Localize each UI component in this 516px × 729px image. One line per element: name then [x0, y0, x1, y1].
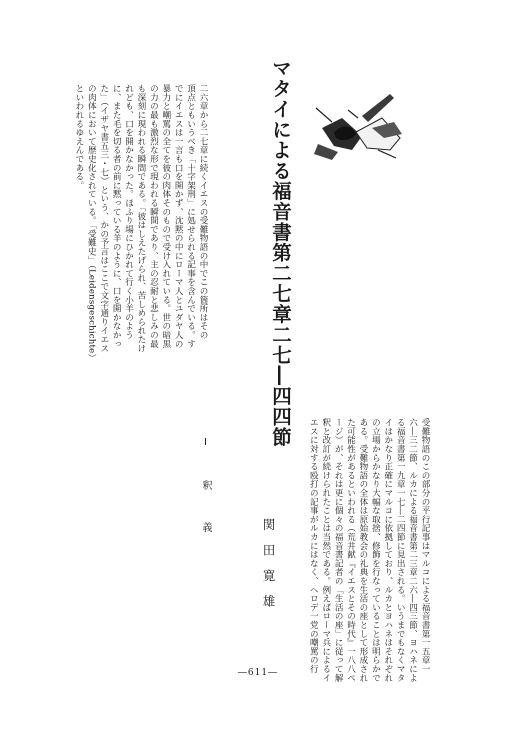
- illustration-arm: [362, 94, 394, 122]
- intro-line: れども、口を開かなかった。ほふり場にひかれて行く小羊のよう: [123, 84, 134, 340]
- body-line: イはかなり正確にマルコに依拠しており、ルカとヨハネはそれぞれ: [382, 418, 393, 682]
- article-title: マタイによる福音書第二七章二七―四四節: [269, 58, 292, 448]
- body-line: ージ）が、それは更に個々の福音書記者の「生活の座」に従って解: [333, 418, 344, 682]
- body-line: る福音書第一九章一七―二四節に見出される。いうまでもなくマタ: [395, 418, 406, 682]
- author-name: 関田寛雄: [261, 518, 276, 620]
- intro-line: に、また毛を切る者の前に黙っている羊のように、口を開かなかっ: [111, 84, 122, 348]
- intro-line: も深刻に現われる瞬間である。「彼はしえたげられ、苦しめられたけ: [135, 84, 146, 353]
- intro-line: 二六章から二七章に続くイエスの受難物語の中でこの箇所はその: [198, 84, 208, 340]
- body-line: 受難物語のこの部分の平行記事はマルコによる福音書第一五章一: [420, 418, 430, 674]
- page-number: ―611―: [237, 668, 279, 678]
- illustration-leg: [314, 144, 338, 160]
- section-heading: Ⅰ 釈 義: [200, 437, 211, 543]
- body-line: 六―三二節、ルカによる福音書第二三章二六―四三節、ヨハネによ: [407, 418, 418, 682]
- intro-line: の力の最も激烈な形で現われる瞬間であり、主の忍耐と悲しみの最: [148, 84, 159, 348]
- intro-line: 頂点ともいうべき「十字架刑」に処せられる記事を含んでいる。す: [185, 84, 196, 348]
- illustration-figure: [312, 88, 407, 163]
- body-line: の立場からかなり大幅な取捨、修飾を行なっていることは明らかで: [370, 418, 381, 682]
- body-line: 釈と改訂が続けられたことは当然である。例えばローマ兵によるイ: [320, 418, 331, 682]
- body-line: エスに対する殴打の記事がルカにはなく、ヘロデ一党の嘲罵の行: [308, 418, 319, 674]
- intro-line: 暴力と嘲罵の全てを彼の肉体そのもので受け入れている。世の暗黒: [160, 84, 171, 348]
- body-line: た可能性があるといわれる（荒井献『イエスとその時代』一八八ペ: [345, 418, 356, 682]
- intro-line: の肉体において歴史化されている。「受難史」（Leidensgeschichte）: [86, 84, 97, 363]
- intro-line: た」（イザヤ書五三・七）という、かの予言はここで文字通りイエス: [98, 84, 109, 353]
- body-text: [307, 418, 431, 682]
- body-line: ある。受難物語の全体は原始教会の礼典を生活の座として形成され: [357, 418, 368, 682]
- intro-line: でにイエスは一言も口を開かず、沈黙の中にローマ人とユダヤ人の: [173, 84, 184, 348]
- intro-line: といわれるゆえんである。: [73, 84, 84, 190]
- intro-text: [73, 84, 209, 374]
